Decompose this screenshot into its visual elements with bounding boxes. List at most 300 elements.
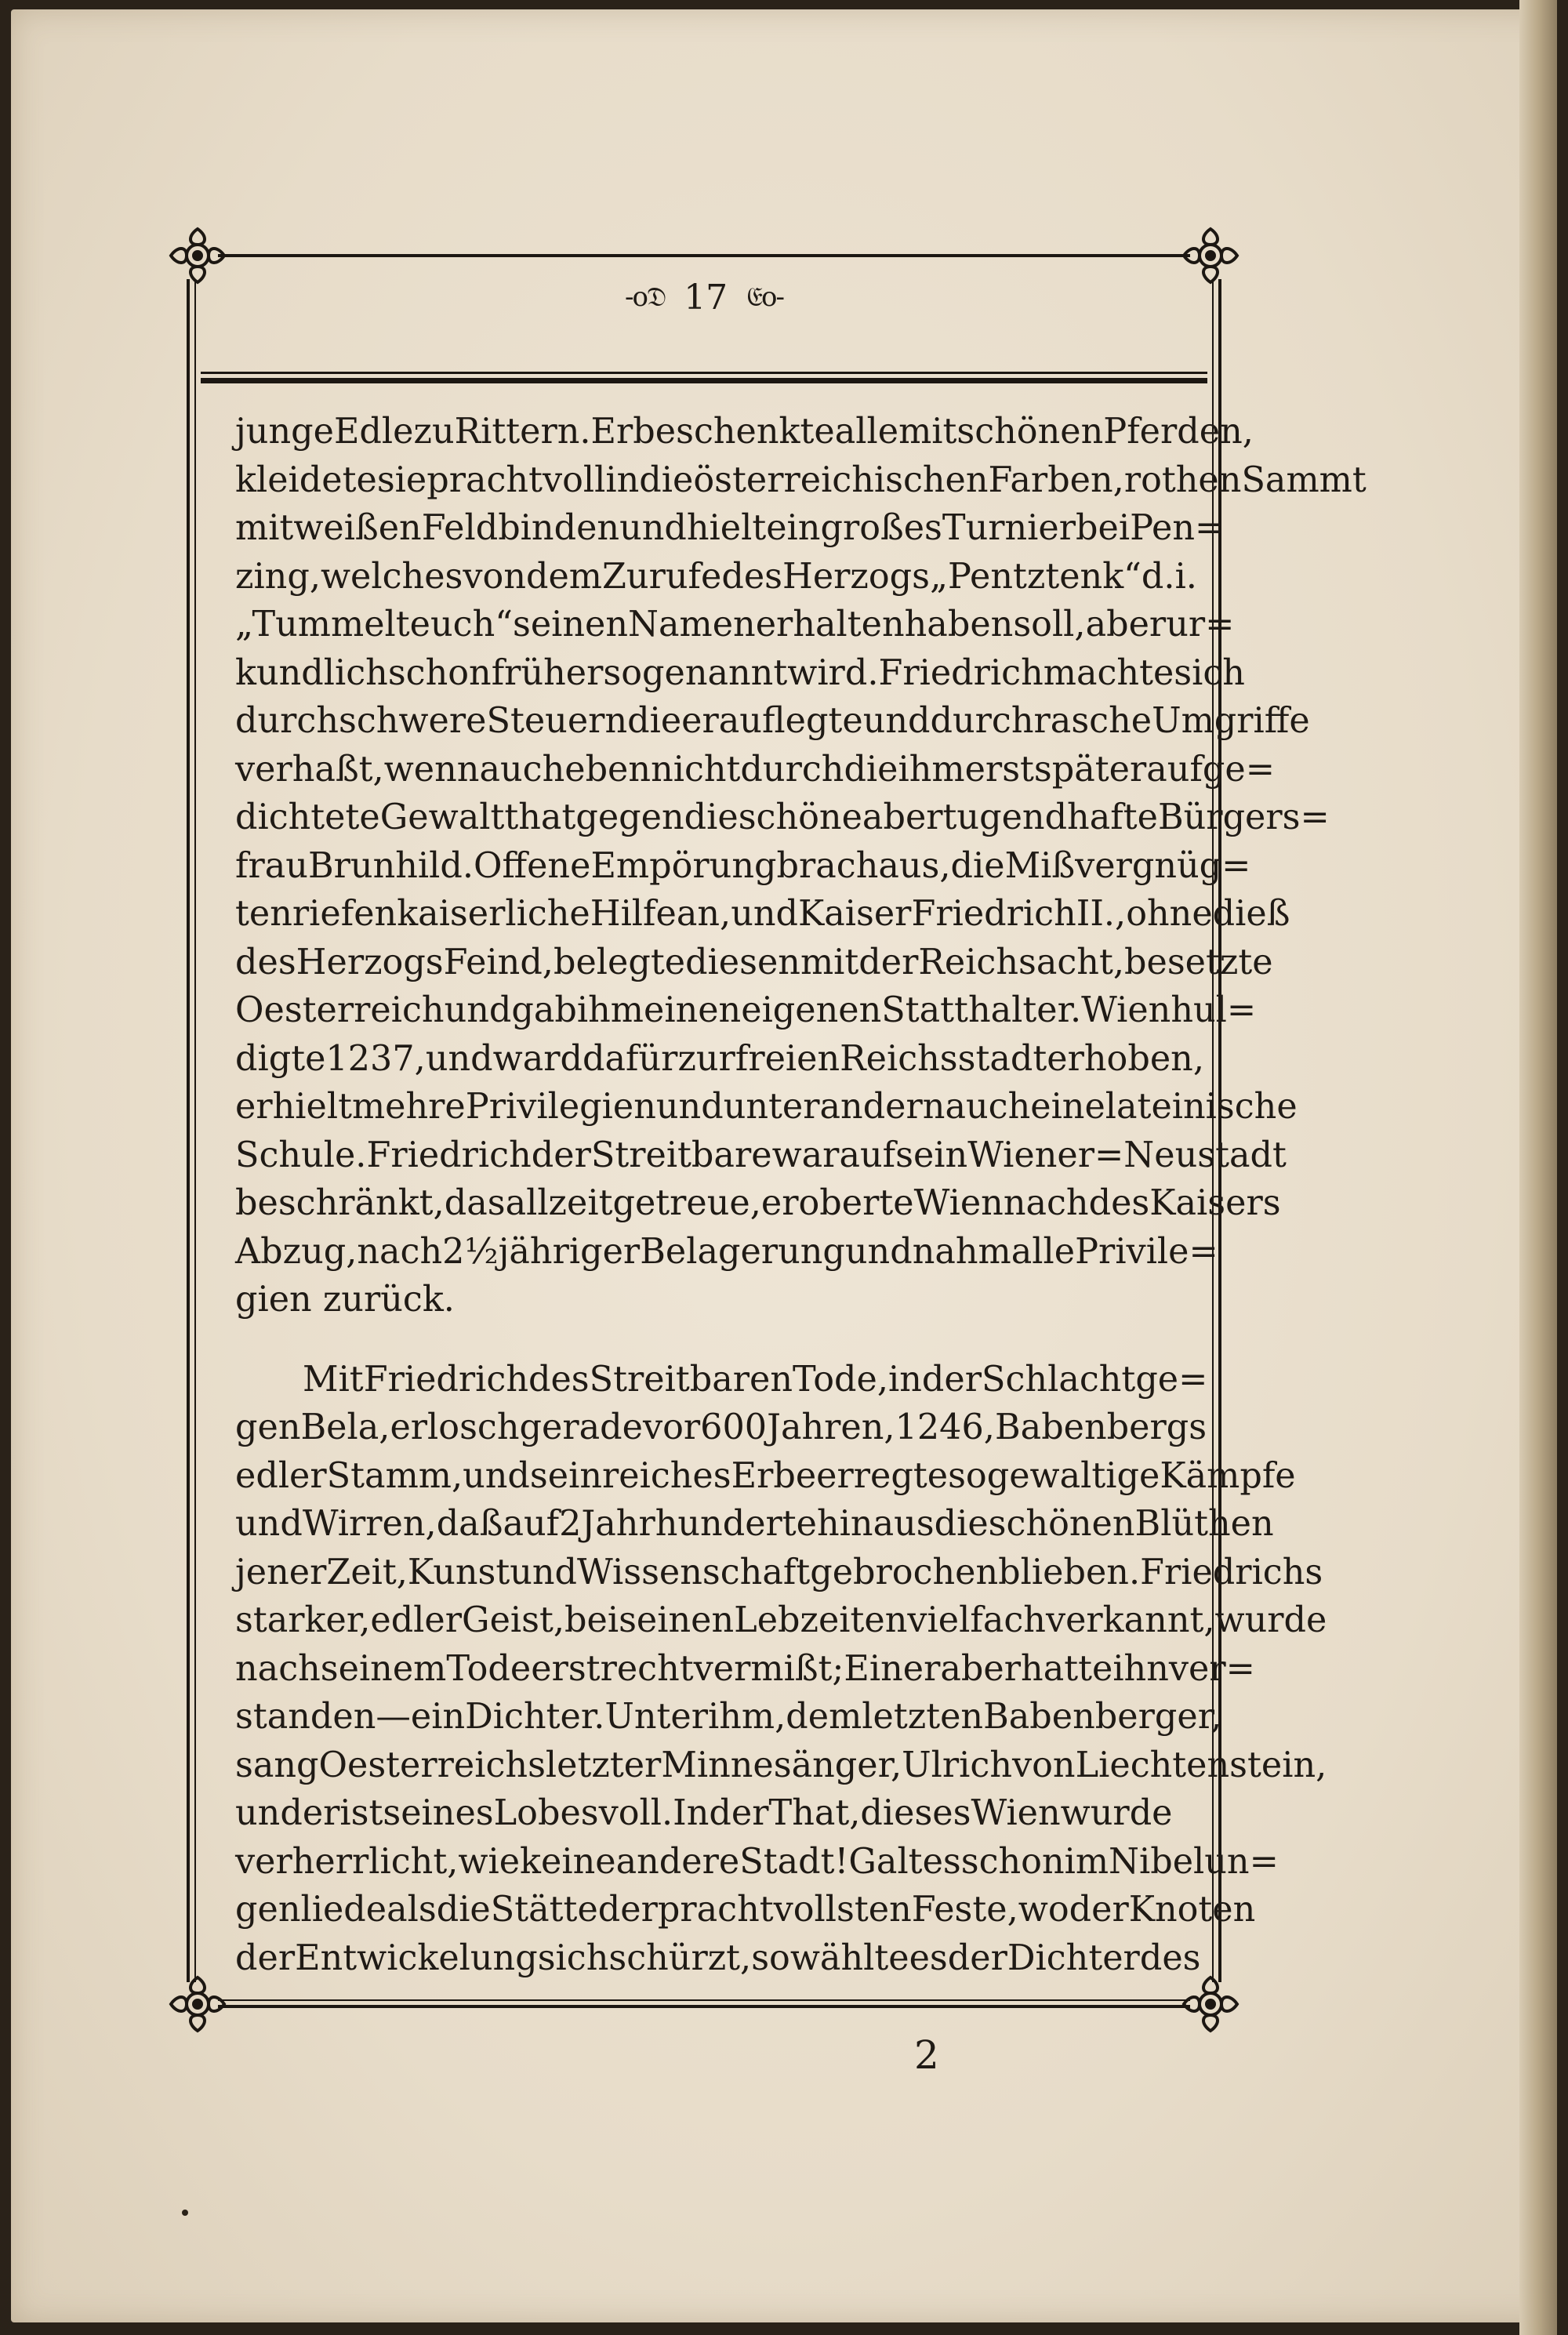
word: er [681, 701, 719, 741]
word: und [235, 1504, 303, 1544]
word: Mißvergnüg= [1004, 845, 1251, 886]
word: die [436, 1890, 491, 1930]
word: Zeit, [326, 1552, 408, 1592]
word: Babenbergs [994, 1407, 1207, 1447]
word: österreichischen [693, 459, 989, 500]
word: Brunhild. [307, 845, 474, 886]
word: schwere [339, 701, 487, 741]
text-line [235, 456, 1367, 505]
word: die [627, 701, 682, 741]
word: Kaiser [798, 894, 912, 934]
header-ornament-right: 𝔈o- [746, 281, 783, 313]
word: Stätte [490, 1890, 598, 1930]
word: und [425, 1038, 493, 1079]
text-line [235, 1549, 1323, 1597]
word: enk“ [1059, 556, 1142, 597]
word: That, [768, 1793, 861, 1833]
word: Wien [1081, 990, 1171, 1030]
word: Einer [844, 1648, 941, 1689]
word: Dichter [1007, 1937, 1140, 1978]
text-line: gien zurück. [235, 1280, 455, 1320]
text-line [235, 1886, 1256, 1934]
word: hatte [1021, 1648, 1113, 1689]
word: genliede [235, 1890, 387, 1930]
word: 2½ [442, 1231, 499, 1272]
text-line [235, 1596, 1327, 1645]
word: erlosch [390, 1407, 520, 1447]
word: ihm [898, 749, 965, 790]
word: wird. [787, 652, 879, 693]
text-line [235, 1404, 1207, 1452]
word: dieses [860, 1793, 971, 1833]
word: Babenberger, [983, 1697, 1222, 1737]
word: die [639, 459, 694, 500]
word: belegte [553, 942, 686, 982]
word: und [862, 701, 931, 741]
word: nicht [651, 749, 741, 790]
word: einen [644, 990, 742, 1030]
word: in [888, 1359, 922, 1400]
ink-speck [182, 2210, 188, 2216]
word: und [444, 990, 512, 1030]
word: 600 [700, 1407, 768, 1447]
word: prachtvollsten [657, 1890, 912, 1930]
text-line [235, 1789, 1173, 1838]
word: genannt [642, 652, 788, 693]
word: wie [458, 1841, 521, 1882]
word: weißen [293, 508, 422, 548]
word: sein [895, 1135, 968, 1175]
word: hinaus [817, 1504, 935, 1544]
word: Liechtenstein, [1075, 1745, 1327, 1785]
word: vielfach [907, 1600, 1046, 1640]
word: ver= [1168, 1648, 1255, 1689]
word: dafür [583, 1038, 678, 1079]
word: Kunst [407, 1552, 510, 1592]
word: so [948, 1455, 987, 1496]
word: der [597, 1890, 658, 1930]
word: Friedrich [366, 1135, 532, 1175]
word: Feind, [443, 942, 554, 982]
word: wo [1018, 1890, 1069, 1930]
word: schürzt, [608, 1937, 752, 1978]
text-line [235, 553, 1197, 601]
word: allzeit [505, 1183, 613, 1223]
word: Er [590, 412, 633, 452]
word: vermißt; [693, 1648, 844, 1689]
word: Wirren, [302, 1504, 437, 1544]
word: „Pentzt [930, 556, 1060, 597]
word: rasche [1033, 701, 1152, 741]
word: erregte [816, 1455, 949, 1496]
word: großes [820, 508, 942, 548]
text-line [235, 1356, 1208, 1404]
word: Friedrich [363, 1359, 528, 1400]
word: sich [1174, 652, 1245, 693]
word: 2 [559, 1504, 582, 1544]
word: vor [642, 1407, 701, 1447]
word: eigenen [741, 990, 882, 1030]
word: und [731, 894, 798, 934]
word: Rittern. [454, 412, 591, 452]
word: 1237, [325, 1038, 426, 1079]
word: der [531, 1135, 591, 1175]
word: des [235, 942, 296, 982]
word: der [235, 1937, 296, 1978]
word: haben [904, 605, 1014, 645]
word: keine [520, 1841, 616, 1882]
word: jener [235, 1552, 327, 1592]
word: Reichsacht, [918, 942, 1124, 982]
word: welches [320, 556, 463, 597]
word: auch [479, 749, 565, 790]
word: daß [436, 1504, 503, 1544]
word: von [463, 556, 526, 597]
word: die [844, 749, 898, 790]
corner-ornament-icon [166, 1973, 229, 2035]
word: später [1033, 749, 1147, 790]
word: wenn [383, 749, 480, 790]
word: Friedrich [911, 894, 1076, 934]
word: seinen [619, 1600, 735, 1640]
word: jähriger [498, 1231, 641, 1272]
word: ihn [1112, 1648, 1169, 1689]
word: ist [339, 1793, 383, 1833]
word: Bela, [300, 1407, 390, 1447]
header-ornament-left: -o𝔇 [625, 281, 666, 313]
word: starker, [235, 1600, 371, 1640]
word: Offene [474, 845, 591, 886]
word: der [921, 1359, 982, 1400]
word: gerade [519, 1407, 643, 1447]
word: im [1064, 1841, 1109, 1882]
word: aus, [878, 845, 951, 886]
text-line [235, 1741, 1327, 1790]
word: i. [1174, 556, 1197, 597]
word: wurde [1060, 1793, 1173, 1833]
word: Pferden, [1103, 412, 1254, 452]
word: Zurufe [602, 556, 722, 597]
text-line [235, 1693, 1222, 1741]
word: mehre [351, 1087, 466, 1127]
word: mit [898, 412, 957, 452]
word: schönen [956, 412, 1104, 452]
word: auf [503, 1504, 560, 1544]
word: Streitbare [590, 1135, 772, 1175]
word: edler [235, 1455, 327, 1496]
word: Wiener=Neustadt [967, 1135, 1287, 1175]
word: bei [564, 1600, 619, 1640]
word: ohnedieß [1126, 894, 1290, 934]
word: ein [766, 508, 821, 548]
word: euch“ [409, 605, 513, 645]
word: und [235, 1793, 303, 1833]
word: unter [723, 1087, 820, 1127]
word: II., [1076, 894, 1127, 934]
word: schöne [738, 797, 862, 837]
word: des [528, 1359, 590, 1400]
word: Nibelun= [1109, 1841, 1279, 1882]
word: Knoten [1128, 1890, 1256, 1930]
word: dichtete [235, 797, 380, 837]
word: ur= [1166, 605, 1235, 645]
word: von [1011, 1745, 1076, 1785]
word: Friedrich [878, 652, 1044, 693]
word: des [1088, 1183, 1150, 1223]
word: sang [235, 1745, 319, 1785]
word: Sammt [1241, 459, 1367, 500]
word: kaiserliche [397, 894, 590, 934]
text-line [235, 1500, 1274, 1549]
word: Reichsstadt [840, 1038, 1047, 1079]
word: kundlich [235, 652, 388, 693]
text-line [235, 504, 1225, 553]
word: brach [776, 845, 879, 886]
word: die [934, 1504, 989, 1544]
word: Tode [446, 1648, 532, 1689]
word: blieben. [998, 1552, 1141, 1592]
paragraph-2 [235, 1356, 1327, 1983]
word: Ulrich [902, 1745, 1012, 1785]
word: an, [676, 894, 731, 934]
word: standen [235, 1697, 376, 1737]
word: Oesterreich [235, 990, 445, 1030]
word: Galt [848, 1841, 923, 1882]
word: ihm, [708, 1697, 786, 1737]
word: seinem [320, 1648, 447, 1689]
word: aber [940, 1648, 1022, 1689]
word: ihm [576, 990, 644, 1030]
text-line [235, 649, 1245, 698]
word: Privilegien [465, 1087, 656, 1127]
word: nach [1003, 1183, 1089, 1223]
word: edler [370, 1600, 463, 1640]
word: 1246, [895, 1407, 995, 1447]
word: und [619, 508, 687, 548]
word: erhoben, [1047, 1038, 1204, 1079]
word: das [444, 1183, 506, 1223]
word: mit [800, 942, 859, 982]
word: Gewaltthat [379, 797, 576, 837]
word: des [721, 556, 783, 597]
word: und [844, 1231, 913, 1272]
word: mit [235, 508, 294, 548]
word: Belagerung [640, 1231, 845, 1272]
word: Unter [604, 1697, 709, 1737]
word: Lebzeiten [734, 1600, 908, 1640]
word: eben [564, 749, 652, 790]
word: eine [1030, 1087, 1105, 1127]
word: beschenkte [633, 412, 835, 452]
word: und [510, 1552, 578, 1592]
word: auch [945, 1087, 1031, 1127]
word: letzter [545, 1745, 662, 1785]
word: verherrlicht, [235, 1841, 459, 1882]
word: Edle [333, 412, 414, 452]
text-line [235, 1035, 1204, 1084]
text-line [235, 890, 1290, 939]
word: Erbe [731, 1455, 817, 1496]
word: verkannt, [1045, 1600, 1215, 1640]
word: gebrochen [810, 1552, 999, 1592]
word: ge= [1135, 1359, 1208, 1400]
word: Kaisers [1149, 1183, 1281, 1223]
word: gab [511, 990, 577, 1030]
word: tugendhafte [942, 797, 1158, 837]
word: gen [235, 1407, 301, 1447]
word: Pen= [1130, 508, 1225, 548]
word: gewaltige [986, 1455, 1160, 1496]
word: Tode, [793, 1359, 889, 1400]
word: Oesterreichs [318, 1745, 546, 1785]
body-text [235, 408, 1367, 1982]
word: aber [1085, 605, 1167, 645]
word: der [1069, 1890, 1129, 1930]
word: zur [677, 1038, 735, 1079]
paragraph-1 [235, 408, 1367, 1324]
word: junge [235, 412, 334, 452]
word: recht [600, 1648, 694, 1689]
word: Hilfe [590, 894, 677, 934]
text-line [235, 1452, 1296, 1501]
word: Wien [971, 1793, 1061, 1833]
word: Wissenschaft [577, 1552, 811, 1592]
word: durch [740, 749, 844, 790]
text-line [235, 842, 1251, 891]
word: „Tummelt [235, 605, 410, 645]
word: prachtvoll [426, 459, 606, 500]
word: zing, [235, 556, 321, 597]
word: seinen [512, 605, 629, 645]
word: Farben, [988, 459, 1124, 500]
word: Privile= [1075, 1231, 1218, 1272]
word: erst [964, 749, 1034, 790]
word: schon [960, 1841, 1065, 1882]
text-line [235, 601, 1235, 649]
word: Bürgers= [1157, 797, 1330, 837]
word: schönen [988, 1504, 1135, 1544]
word: sie [376, 459, 427, 500]
word: Feste, [911, 1890, 1018, 1930]
text-line [235, 793, 1330, 842]
word: nach [235, 1648, 321, 1689]
word: Herzogs [782, 556, 930, 597]
word: und [655, 1087, 724, 1127]
word: besetzte [1124, 942, 1273, 982]
text-line [235, 408, 1254, 456]
book-gutter [1519, 0, 1557, 2335]
text-line [235, 1179, 1281, 1228]
word: rothen [1123, 459, 1242, 500]
word: reiches [602, 1455, 731, 1496]
word: sein [529, 1455, 602, 1496]
word: alle [1011, 1231, 1076, 1272]
word: zu [413, 412, 455, 452]
word: Minnesänger, [661, 1745, 902, 1785]
word: Entwickelung [295, 1937, 538, 1978]
word: wählte [789, 1937, 909, 1978]
word: hul= [1171, 990, 1257, 1030]
word: durch [930, 701, 1034, 741]
word: Lobes [493, 1793, 599, 1833]
word: Jahren, [767, 1407, 895, 1447]
word: Umgriffe [1152, 701, 1310, 741]
word: verhaßt, [235, 749, 384, 790]
text-line [235, 697, 1310, 746]
text-line [235, 1838, 1279, 1887]
signature-mark: 2 [914, 2032, 939, 2078]
word: erst [531, 1648, 601, 1689]
word: früher [491, 652, 604, 693]
text-line [235, 1645, 1255, 1694]
word: eroberte [760, 1183, 914, 1223]
word: auflegte [718, 701, 863, 741]
word: Dichter. [465, 1697, 605, 1737]
word: so [751, 1937, 790, 1978]
word: der [709, 1793, 769, 1833]
text-line [235, 1131, 1287, 1180]
word: Empörung [590, 845, 777, 886]
text-line [235, 939, 1273, 987]
word: auf [839, 1135, 896, 1175]
word: schon [387, 652, 492, 693]
word: Kämpfe [1160, 1455, 1296, 1496]
word: in [605, 459, 640, 500]
running-header [187, 270, 1221, 325]
word: er [302, 1793, 340, 1833]
word: Jahrhunderte [581, 1504, 818, 1544]
text-line [235, 1083, 1298, 1131]
word: machte [1043, 652, 1174, 693]
word: letzten [862, 1697, 984, 1737]
word: bei [1076, 508, 1131, 548]
word: andere [615, 1841, 740, 1882]
word: In [673, 1793, 710, 1833]
word: dem [525, 556, 603, 597]
word: Abzug, [235, 1231, 358, 1272]
word: seines [383, 1793, 494, 1833]
text-line [235, 1934, 1201, 1983]
word: wurde [1214, 1600, 1327, 1640]
word: die [950, 845, 1005, 886]
corner-ornament-icon [1179, 1973, 1242, 2035]
word: Schlacht [982, 1359, 1136, 1400]
word: Stamm, [326, 1455, 463, 1496]
word: Herzogs [296, 942, 444, 982]
word: riefen [292, 894, 397, 934]
word: voll. [598, 1793, 673, 1833]
word: digte [235, 1038, 326, 1079]
word: die [684, 797, 739, 837]
word: nahm [912, 1231, 1011, 1272]
word: Friedrichs [1140, 1552, 1323, 1592]
word: es [922, 1841, 961, 1882]
text-line [235, 1228, 1218, 1276]
word: dem [786, 1697, 862, 1737]
word: getreue, [612, 1183, 761, 1223]
word: Streitbaren [589, 1359, 793, 1400]
word: Steuern [486, 701, 628, 741]
word: als [387, 1890, 437, 1930]
word: freien [735, 1038, 840, 1079]
word: erhalten [755, 605, 905, 645]
text-line [235, 746, 1276, 794]
word: Blüthen [1134, 1504, 1274, 1544]
word: ten [235, 894, 292, 934]
word: andern [819, 1087, 946, 1127]
word: alle [834, 412, 899, 452]
word: gegen [575, 797, 684, 837]
